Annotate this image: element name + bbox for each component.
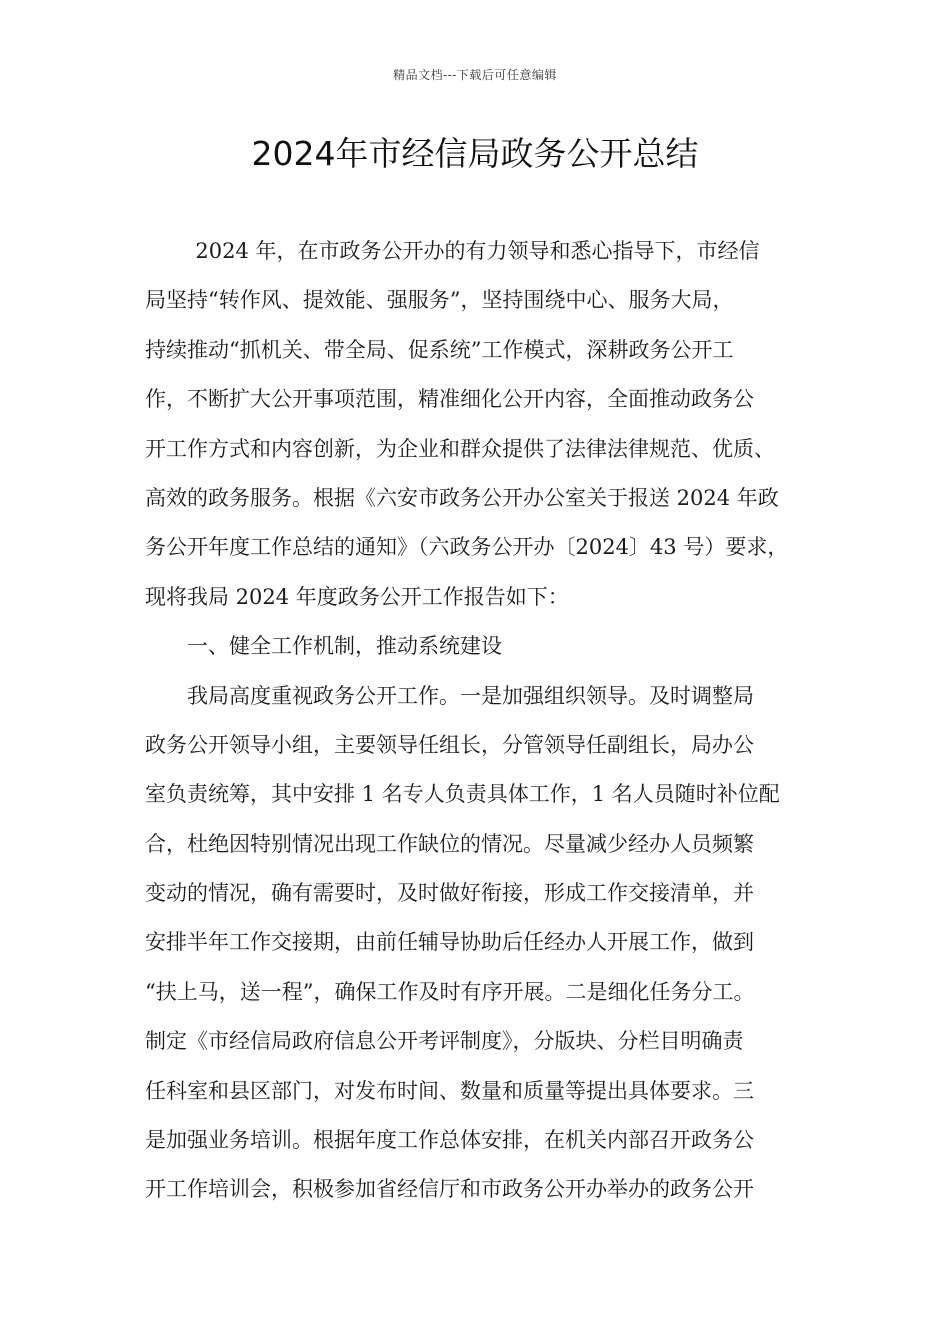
document-body — [145, 231, 825, 1219]
body-line: 安排半年工作交接期，由前任辅导协助后任经办人开展工作，做到 — [145, 930, 754, 955]
body-line: 政务公开领导小组，主要领导任组长，分管领导任副组长，局办公 — [145, 732, 754, 757]
body-line: 开工作培训会，积极参加省经信厅和市政务公开办举办的政务公开 — [145, 1177, 754, 1202]
body-line: 现将我局 2024 年度政务公开工作报告如下： — [145, 584, 569, 609]
page-header-note: 精品文档---下载后可任意编辑 — [393, 68, 557, 82]
body-line: 变动的情况，确有需要时，及时做好衔接，形成工作交接清单，并 — [145, 881, 754, 906]
body-line: 持续推动“抓机关、带全局、促系统”工作模式，深耕政务公开工 — [145, 337, 734, 362]
body-line: 任科室和县区部门，对发布时间、数量和质量等提出具体要求。三 — [145, 1078, 754, 1103]
body-line: 是加强业务培训。根据年度工作总体安排，在机关内部召开政务公 — [145, 1128, 754, 1153]
body-line: 合，杜绝因特别情况出现工作缺位的情况。尽量减少经办人员频繁 — [145, 831, 754, 856]
body-line: 作，不断扩大公开事项范围，精准细化公开内容，全面推动政务公 — [145, 387, 754, 412]
body-line: 室负责统筹，其中安排 1 名专人负责具体工作，1 名人员随时补位配 — [145, 782, 780, 807]
body-line: 局坚持“转作风、提效能、强服务”，坚持围绕中心、服务大局， — [145, 288, 734, 313]
document-title: 2024年市经信局政务公开总结 — [251, 134, 699, 173]
body-line: 开工作方式和内容创新，为企业和群众提供了法律法律规范、优质、 — [145, 436, 775, 461]
body-line: 高效的政务服务。根据《六安市政务公开办公室关于报送 2024 年政 — [145, 485, 779, 510]
body-line: 2024 年，在市政务公开办的有力领导和悉心指导下，市经信 — [195, 239, 760, 263]
body-line: 我局高度重视政务公开工作。一是加强组织领导。及时调整局 — [187, 683, 754, 708]
body-line: 一、健全工作机制，推动系统建设 — [187, 634, 502, 659]
body-line: “扶上马，送一程”，确保工作及时有序开展。二是细化任务分工。 — [145, 979, 755, 1004]
body-line: 制定《市经信局政府信息公开考评制度》，分版块、分栏目明确责 — [145, 1029, 744, 1054]
body-line: 务公开年度工作总结的通知》（六政务公开办〔2024〕43 号）要求， — [145, 535, 789, 560]
